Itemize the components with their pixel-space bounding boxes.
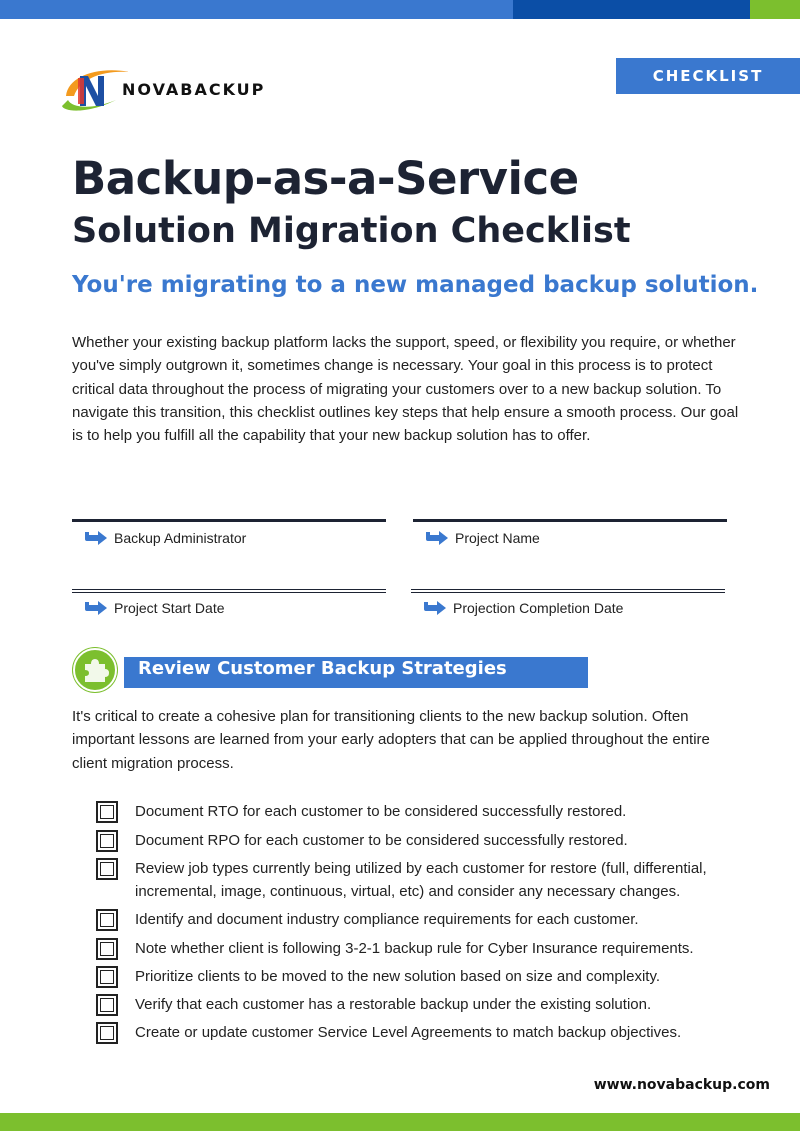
top-bar-green [750, 0, 800, 19]
website-url[interactable]: www.novabackup.com [593, 1077, 770, 1093]
field-line [411, 589, 725, 593]
field-backup-administrator[interactable] [72, 519, 386, 546]
arrow-right-icon [423, 600, 447, 616]
field-projection-completion-date[interactable] [411, 589, 725, 616]
intro-paragraph: Whether your existing backup platform lacks the support, speed, or flexibility you require, or whether you've simply outgrown it, sometimes change is necessary. Your goal in this process is to protect critical data throughout the process of migrating your customers over to a new backup solution. To navigate this transition, this checklist outlines key steps that help ensure a smooth process. Our goal is to help you fulfill all the capability that your new backup solution has to offer. [72, 334, 739, 445]
top-bar-blue [0, 0, 513, 19]
field-label: Projection Completion Date [453, 600, 624, 616]
page-title-line2: Solution Migration Checklist [72, 211, 631, 251]
field-label-row [425, 530, 540, 546]
arrow-right-icon [84, 600, 108, 616]
top-bar-dark-blue [513, 0, 750, 19]
checklist-item-text: Note whether client is following 3-2-1 backup rule for Cyber Insurance requirements. [135, 940, 694, 957]
checklist-item-text: Document RTO for each customer to be considered successfully restored. [135, 803, 627, 820]
page-subtitle: You're migrating to a new managed backup solution. [72, 272, 759, 298]
checklist-item[interactable] [96, 965, 740, 988]
section-paragraph: It's critical to create a cohesive plan for transitioning clients to the new backup solution. Often important lessons are learned from your early adopters that can be applied throughout the entire client migration process. [72, 708, 710, 772]
checklist-item[interactable] [96, 800, 740, 823]
novabackup-logo [58, 62, 298, 122]
arrow-right-icon [84, 530, 108, 546]
arrow-right-icon [425, 530, 449, 546]
checklist-item-text: Review job types currently being utilized by each customer for restore (full, differential, incremental, image, continuous, virtual, etc) and consider any necessary changes. [135, 860, 707, 900]
checklist-item[interactable] [96, 937, 740, 960]
checklist-item-text: Create or update customer Service Level Agreements to match backup objectives. [135, 1024, 682, 1041]
field-label-row [84, 600, 225, 616]
field-line [72, 589, 386, 593]
section-title: Review Customer Backup Strategies [138, 658, 507, 679]
novabackup-logo-icon [58, 62, 128, 118]
checkbox[interactable] [96, 858, 118, 880]
checklist-item-text: Prioritize clients to be moved to the new solution based on size and complexity. [135, 968, 660, 985]
checkbox[interactable] [96, 966, 118, 988]
page-title: Backup-as-a-Service [72, 152, 579, 205]
checkbox[interactable] [96, 994, 118, 1016]
checkbox[interactable] [96, 938, 118, 960]
field-label-row [423, 600, 623, 616]
field-label: Backup Administrator [114, 530, 247, 546]
checklist-badge: CHECKLIST [616, 58, 800, 94]
puzzle-icon [72, 647, 118, 693]
checklist-item-text: Verify that each customer has a restorable backup under the existing solution. [135, 996, 652, 1013]
section-header [72, 647, 588, 693]
checkbox[interactable] [96, 801, 118, 823]
top-color-bar [0, 0, 800, 19]
field-project-start-date[interactable] [72, 589, 386, 616]
checkbox[interactable] [96, 909, 118, 931]
field-line [72, 519, 386, 522]
checklist-item[interactable] [96, 857, 740, 903]
checklist-item-text: Document RPO for each customer to be considered successfully restored. [135, 832, 628, 849]
checklist-item[interactable] [96, 908, 740, 931]
field-label: Project Start Date [114, 600, 225, 616]
logo-wordmark: NOVABACKUP [122, 80, 266, 99]
field-project-name[interactable] [413, 519, 727, 546]
checklist-item[interactable] [96, 993, 740, 1016]
field-label: Project Name [455, 530, 540, 546]
field-line [413, 519, 727, 522]
checkbox[interactable] [96, 1022, 118, 1044]
checkbox[interactable] [96, 830, 118, 852]
bottom-color-bar [0, 1113, 800, 1131]
checklist-item-text: Identify and document industry compliance requirements for each customer. [135, 911, 639, 928]
field-label-row [84, 530, 246, 546]
checklist-item[interactable] [96, 1021, 740, 1044]
checklist-item[interactable] [96, 829, 740, 852]
